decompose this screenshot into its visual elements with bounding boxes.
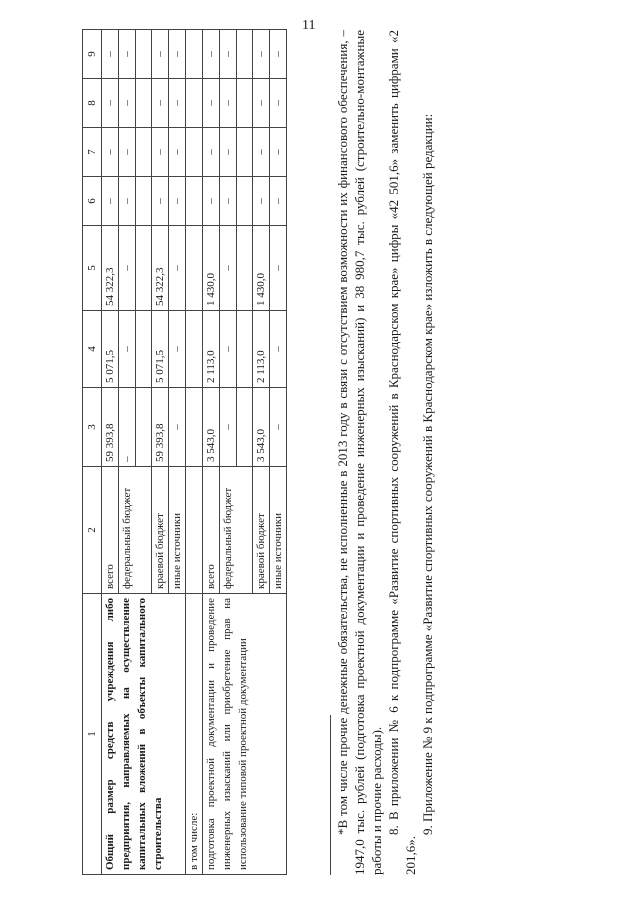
paragraph-item-9: 9. Приложение № 9 к подпрограмме «Развитие спортивных сооружений в Краснодарском крае» изложить в следующей редакции: <box>420 113 435 835</box>
column-number: 5 <box>83 226 102 311</box>
value-cell: – <box>220 30 237 79</box>
table-row <box>203 30 220 875</box>
value-cell: 3 543,0 <box>203 388 220 467</box>
column-number: 2 <box>83 467 102 594</box>
source-cell: всего <box>203 467 220 594</box>
value-cell: – <box>169 226 186 311</box>
value-cell: – <box>220 177 237 226</box>
value-cell: 5 071,5 <box>152 311 169 388</box>
value-cell: – <box>102 128 119 177</box>
table-row <box>102 30 119 875</box>
value-cell: – <box>169 311 186 388</box>
paragraph-item-8: 8. В приложении № 6 к подпрограмме «Развитие спортивных сооружений в Краснодарском крае» цифры «42 501,6» заменить цифрами «2 201,6». <box>386 30 418 875</box>
footnote-separator <box>330 715 331 875</box>
value-cell: – <box>270 311 287 388</box>
value-cell: – <box>119 388 136 467</box>
value-cell: – <box>102 79 119 128</box>
value-cell: 59 393,8 <box>152 388 169 467</box>
value-cell: – <box>119 30 136 79</box>
value-cell: – <box>203 79 220 128</box>
value-cell: – <box>119 79 136 128</box>
source-cell: федеральный бюджет <box>119 467 152 594</box>
value-cell: – <box>169 79 186 128</box>
source-cell: всего <box>102 467 119 594</box>
row-label-sub: подготовка проектной документации и проведение инженерных изысканий или приобретение прав на использование типовой проектной документации <box>203 594 287 875</box>
value-cell: 1 430,0 <box>253 226 270 311</box>
value-cell: – <box>270 226 287 311</box>
row-label-main: Общий размер средств учреждения либо предприятия, направляемых на осуществление капитальных вложений в объекты капитального строительства <box>102 594 186 875</box>
value-cell: – <box>270 388 287 467</box>
source-cell: федеральный бюджет <box>220 467 253 594</box>
value-cell: – <box>169 128 186 177</box>
value-cell: – <box>270 128 287 177</box>
value-cell: – <box>203 177 220 226</box>
value-cell: – <box>102 177 119 226</box>
value-cell: 54 322,3 <box>152 226 169 311</box>
value-cell: – <box>169 30 186 79</box>
source-cell: краевой бюджет <box>152 467 169 594</box>
value-cell: 59 393,8 <box>102 388 119 467</box>
value-cell: – <box>253 79 270 128</box>
value-cell: – <box>270 177 287 226</box>
table-header-row <box>83 30 102 875</box>
column-number: 1 <box>83 594 102 875</box>
value-cell: – <box>119 226 136 311</box>
value-cell: 1 430,0 <box>203 226 220 311</box>
column-number: 6 <box>83 177 102 226</box>
including-label: в том числе: <box>186 594 203 875</box>
value-cell: – <box>220 79 237 128</box>
column-number: 4 <box>83 311 102 388</box>
value-cell: – <box>119 311 136 388</box>
value-cell: – <box>203 30 220 79</box>
value-cell: – <box>220 388 237 467</box>
value-cell: – <box>220 226 237 311</box>
value-cell: 54 322,3 <box>102 226 119 311</box>
value-cell: – <box>220 128 237 177</box>
value-cell: – <box>102 30 119 79</box>
value-cell: – <box>253 128 270 177</box>
column-number: 7 <box>83 128 102 177</box>
value-cell: – <box>119 128 136 177</box>
value-cell: – <box>152 128 169 177</box>
column-number: 8 <box>83 79 102 128</box>
value-cell: – <box>253 177 270 226</box>
value-cell: – <box>203 128 220 177</box>
value-cell: – <box>220 311 237 388</box>
page-number: 11 <box>302 18 316 33</box>
value-cell: 2 113,0 <box>253 311 270 388</box>
value-cell: – <box>152 79 169 128</box>
column-number: 3 <box>83 388 102 467</box>
value-cell: – <box>169 388 186 467</box>
value-cell: – <box>270 79 287 128</box>
source-cell: краевой бюджет <box>253 467 270 594</box>
value-cell: – <box>119 177 136 226</box>
value-cell: 5 071,5 <box>102 311 119 388</box>
notes-block <box>330 30 436 875</box>
source-cell: иные источники <box>169 467 186 594</box>
value-cell: – <box>253 30 270 79</box>
funding-table <box>82 29 287 875</box>
column-number: 9 <box>83 30 102 79</box>
value-cell: – <box>152 30 169 79</box>
value-cell: – <box>270 30 287 79</box>
value-cell: – <box>169 177 186 226</box>
source-cell: иные источники <box>270 467 287 594</box>
value-cell: – <box>152 177 169 226</box>
value-cell: 2 113,0 <box>203 311 220 388</box>
table-row <box>186 30 203 875</box>
footnote-text: *В том числе прочие денежные обязательства, не исполненные в 2013 году в связи с отсутствием возможности их финансового обеспечения, – 1947,0 тыс. рублей (подготовка проектной документации и проведение инженерных изысканий) и 38 980,7 тыс. рублей (строительно-монтажные работы и прочие расходы). <box>335 30 384 875</box>
value-cell: 3 543,0 <box>253 388 270 467</box>
